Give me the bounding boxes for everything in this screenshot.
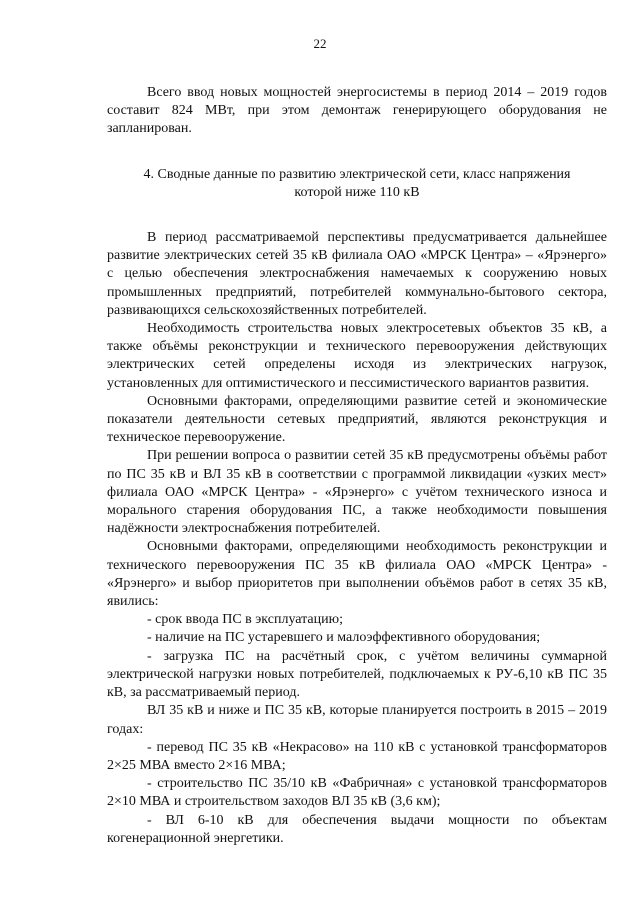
paragraph: В период рассматриваемой перспективы предусматривается дальнейшее развитие электрических сетей 35 кВ филиала ОАО «МРСК Центра» – «Ярэнерго» с целью обеспечения электроснабжения намечаемых к сооружению новых промышленных предприятий, потребителей коммунально-бытового сектора, развивающихся сельскохозяйственных потребителей. — [107, 230, 607, 318]
page-number: 22 — [313, 36, 327, 51]
plan-paragraph: ВЛ 35 кВ и ниже и ПС 35 кВ, которые планируется построить в 2015 – 2019 годах: — [107, 703, 607, 737]
paragraph: Основными факторами, определяющими необходимость реконструкции и технического перевооружения ПС 35 кВ филиала ОАО «МРСК Центра» - «Ярэнерго» и выбор приоритетов при выполнении объёмов работ в сетях 35 кВ, явились: — [107, 539, 607, 610]
list-item: - перевод ПС 35 кВ «Некрасово» на 110 кВ с установкой трансформаторов 2×25 МВА вместо 2×16 МВА; — [107, 739, 607, 773]
paragraph: Основными факторами, определяющими развитие сетей и экономические показатели деятельности сетевых предприятий, являются реконструкция и техническое перевооружение. — [107, 393, 607, 446]
section-heading-line-1: 4. Сводные данные по развитию электрической сети, класс напряжения — [143, 166, 571, 182]
intro-paragraph: Всего ввод новых мощностей энергосистемы в период 2014 – 2019 годов составит 824 МВт, при этом демонтаж генерирующего оборудования не запланирован. — [107, 85, 607, 137]
paragraph: Необходимость строительства новых электросетевых объектов 35 кВ, а также объёмы реконструкции и технического перевооружения действующих электрических сетей определены исходя из электрических нагрузок, установленных для оптимистического и пессимистического вариантов развития. — [107, 321, 607, 391]
section-heading — [107, 166, 607, 202]
list-item: - загрузка ПС на расчётный срок, с учётом величины суммарной электрической нагрузки новых потребителей, подключаемых к РУ-6,10 кВ ПС 35 кВ, за рассматриваемый период. — [107, 648, 607, 701]
list-item: - наличие на ПС устаревшего и малоэффективного оборудования; — [147, 630, 541, 646]
document-body — [107, 84, 607, 848]
list-item: - срок ввода ПС в эксплуатацию; — [147, 612, 343, 628]
section-heading-line-2: которой ниже 110 кВ — [294, 184, 420, 200]
list-item: - ВЛ 6-10 кВ для обеспечения выдачи мощности по объектам когенерационной энергетики. — [107, 812, 607, 846]
paragraph: При решении вопроса о развитии сетей 35 кВ предусмотрены объёмы работ по ПС 35 кВ и ВЛ 35 кВ в соответствии с программой ликвидации «узких мест» филиала ОАО «МРСК Центра» - «Ярэнерго» с учётом технического износа и морального старения оборудования ПС, а также необходимости повышения надёжности электроснабжения потребителей. — [107, 448, 607, 537]
list-item: - строительство ПС 35/10 кВ «Фабричная» с установкой трансформаторов 2×10 МВА и строительством заходов ВЛ 35 кВ (3,6 км); — [107, 776, 607, 810]
